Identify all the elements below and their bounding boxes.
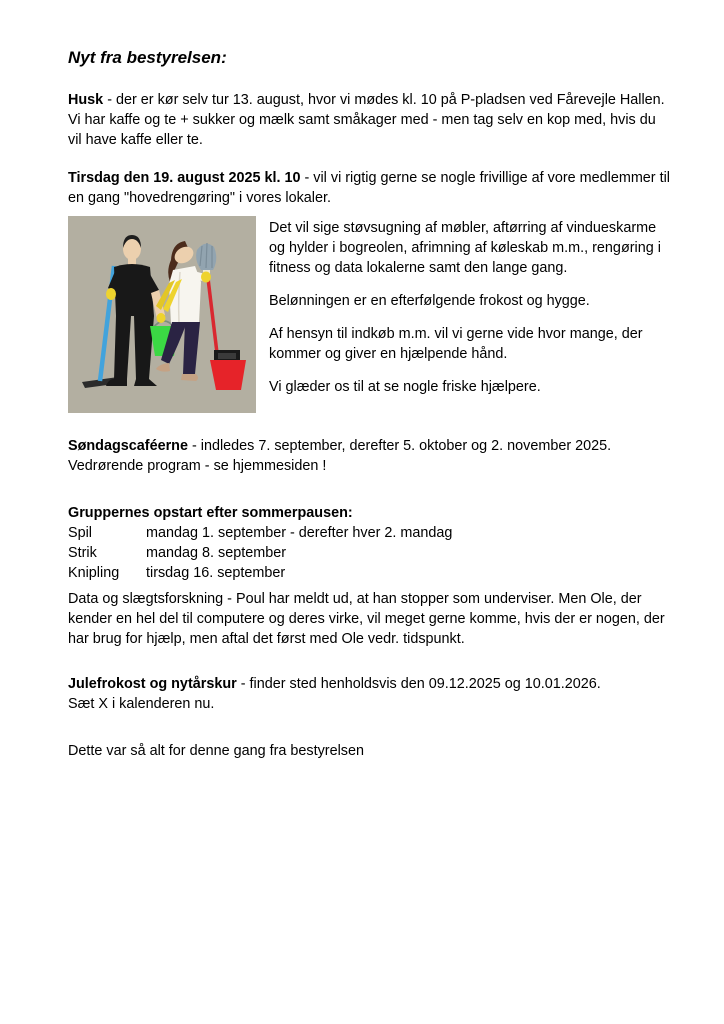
groups-section <box>68 503 672 583</box>
sondagscafe-text-1: - indledes 7. september, derefter 5. oktober og 2. november 2025. <box>187 438 612 454</box>
groups-heading: Gruppernes opstart efter sommerpausen: <box>68 505 353 521</box>
group-date-strik: mandag 8. september <box>146 545 286 561</box>
reward-text: Belønningen er en efterfølgende frokost og hygge. <box>269 293 590 309</box>
julefrokost-text-2: Sæt X i kalenderen nu. <box>68 696 215 712</box>
data-genealogy-paragraph: Data og slægtsforskning - Poul har meldt ud, at han stopper som underviser. Men Ole, der kender en hel del til computere og deres virke, vil meget gerne komme, hvis der er nogen, der har brug for hjælp, men aftal det først med Ole vedr. tidspunkt. <box>68 591 665 647</box>
tirsdag-text: - vil vi rigtig gerne se nogle frivillige af vore medlemmer til en gang "hovedrengøring" i vores lokaler. <box>68 170 670 206</box>
group-name-strik: Strik <box>68 545 97 561</box>
group-row-strik <box>68 543 672 563</box>
julefrokost-paragraph <box>68 674 672 714</box>
woman-glove-on-handle <box>201 272 211 283</box>
group-name-knipling: Knipling <box>68 565 120 581</box>
husk-paragraph <box>68 90 672 150</box>
page-title: Nyt fra bestyrelsen: <box>68 48 227 67</box>
bucket-wringer-inner <box>218 353 236 359</box>
group-name-spil: Spil <box>68 525 92 541</box>
cleaning-illustration <box>68 216 256 413</box>
group-date-knipling: tirsdag 16. september <box>146 565 286 581</box>
man-glove-right <box>157 313 166 323</box>
red-bucket-body <box>210 360 246 390</box>
cleaning-tasks-text: Det vil sige støvsugning af møbler, aftørring af vindueskarme og hylder i bogreolen, afrimning af køleskab m.m., rengøring i fitness og data lokalerne samt den lange gang. <box>269 220 661 276</box>
man-glove-left <box>106 288 116 300</box>
sondagscafe-label: Søndagscaféerne <box>68 438 188 454</box>
cleaning-illustration-svg <box>68 216 256 413</box>
group-row-spil <box>68 523 672 543</box>
headcount-text: Af hensyn til indkøb m.m. vil vi gerne vide hvor mange, der kommer og giver en hjælpende hånd. <box>269 326 643 362</box>
closing-text: Dette var så alt for denne gang fra bestyrelsen <box>68 743 364 759</box>
cleaning-details <box>269 216 672 397</box>
husk-text-2: Vi har kaffe og te + sukker og mælk samt småkager med - men tag selv en kop med, hvis du vil have kaffe eller te. <box>68 112 656 148</box>
sondagscafe-text-2: Vedrørende program - se hjemmesiden ! <box>68 458 327 474</box>
tirsdag-paragraph <box>68 168 672 208</box>
julefrokost-text-1: - finder sted henholdsvis den 09.12.2025 og 10.01.2026. <box>236 676 601 692</box>
helpers-text: Vi glæder os til at se nogle friske hjælpere. <box>269 379 541 395</box>
husk-label: Husk <box>68 92 104 108</box>
julefrokost-label: Julefrokost og nytårskur <box>68 676 237 692</box>
woman-right-shoe <box>181 374 198 381</box>
group-date-spil: mandag 1. september - derefter hver 2. mandag <box>146 525 453 541</box>
husk-text-1: - der er kør selv tur 13. august, hvor vi mødes kl. 10 på P-pladsen ved Fårevejle Hallen. <box>103 92 665 108</box>
sondagscafe-paragraph <box>68 436 672 476</box>
group-row-knipling <box>68 563 672 583</box>
cleaning-section <box>68 216 672 413</box>
tirsdag-label: Tirsdag den 19. august 2025 kl. 10 <box>68 170 301 186</box>
